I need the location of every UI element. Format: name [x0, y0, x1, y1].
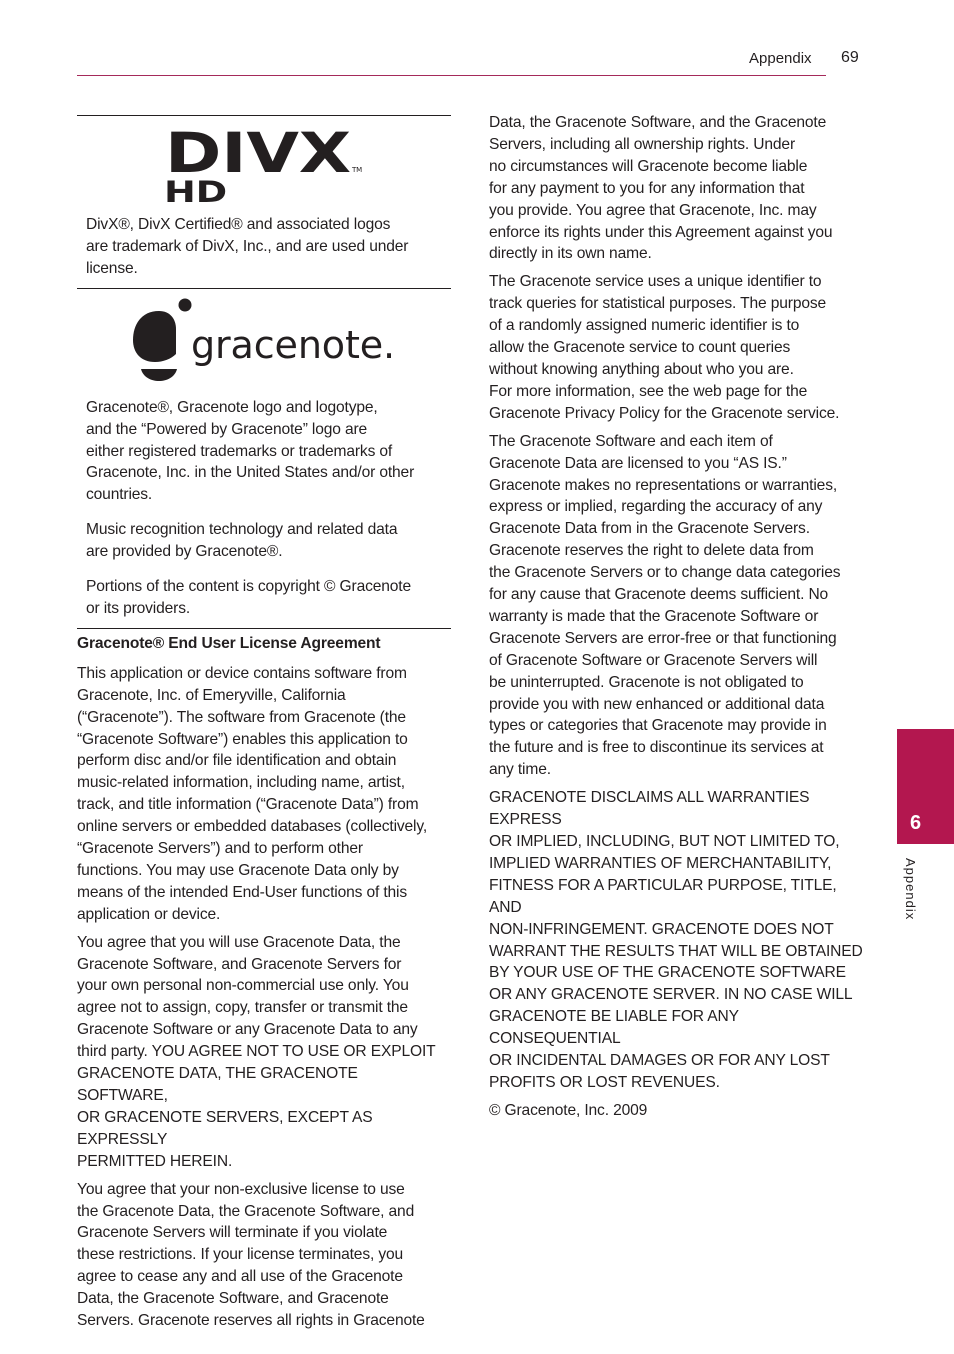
text-line: are trademark of DivX, Inc., and are used under	[86, 237, 409, 255]
text-line: OR IMPLIED, INCLUDING, BUT NOT LIMITED TO,	[489, 833, 840, 850]
text-line: OR ANY GRACENOTE SERVER. IN NO CASE WILL	[489, 986, 853, 1004]
text-line: Data, the Gracenote Software, and Gracenote	[77, 1290, 389, 1308]
text-line: For more information, see the web page for the	[489, 382, 808, 400]
header-rule	[77, 75, 826, 76]
eula-title: Gracenote® End User License Agreement	[77, 634, 381, 652]
text-line: for any cause that Gracenote deems sufficient. No	[489, 586, 829, 604]
right-column	[489, 112, 865, 1128]
text-line: are provided by Gracenote®.	[86, 543, 283, 561]
text-line: Gracenote Servers are error-free or that functioning	[489, 629, 837, 647]
text-line: Gracenote, Inc. in the United States and/or other	[86, 464, 415, 482]
text-line: You agree that your non-exclusive license to use	[77, 1180, 405, 1198]
text-line: or its providers.	[86, 599, 191, 617]
text-line: Music recognition technology and related data	[86, 521, 398, 539]
text-line: third party. YOU AGREE NOT TO USE OR EXPLOIT	[77, 1043, 436, 1061]
text-line: GRACENOTE BE LIABLE FOR ANY CONSEQUENTIAL	[489, 1008, 739, 1048]
text-line: Gracenote reserves the right to delete data from	[489, 542, 814, 560]
chapter-number: 6	[910, 812, 922, 834]
gracenote-head-icon	[133, 311, 176, 362]
text-line: Gracenote makes no representations or warranties,	[489, 476, 838, 494]
text-line: for any payment to you for any information that	[489, 179, 805, 197]
gracenote-logo	[77, 289, 451, 393]
text-line: Gracenote Data are licensed to you “AS IS.”	[489, 454, 787, 472]
text-line: means of the intended End-User functions of this	[77, 883, 407, 901]
text-line: and the “Powered by Gracenote” logo are	[86, 420, 368, 438]
eula-paragraph	[489, 787, 865, 1094]
text-line: perform disc and/or file identification and obtain	[77, 752, 397, 770]
text-line: The Gracenote service uses a unique identifier to	[489, 273, 822, 291]
text-line: any time.	[489, 761, 551, 779]
page-number: 69	[841, 49, 859, 66]
text-line: Gracenote Privacy Policy for the Gracenote service.	[489, 404, 840, 422]
eula-paragraph	[77, 932, 451, 1173]
text-line: GRACENOTE DISCLAIMS ALL WARRANTIES EXPRESS	[489, 789, 810, 829]
eula-paragraph	[489, 112, 865, 265]
text-line: types or categories that Gracenote may provide in	[489, 717, 827, 735]
text-line: Gracenote®, Gracenote logo and logotype,	[86, 398, 378, 416]
text-line: © Gracenote, Inc. 2009	[489, 1101, 648, 1119]
left-column	[77, 115, 451, 1338]
text-line: “Gracenote Software”) enables this application to	[77, 730, 408, 748]
text-line: This application or device contains software from	[77, 664, 407, 682]
chapter-label: Appendix	[903, 858, 918, 921]
text-line: Gracenote Software, and Gracenote Servers for	[77, 955, 402, 973]
text-line: PROFITS OR LOST REVENUES.	[489, 1073, 720, 1091]
divx-hd-logo-graphic	[77, 116, 451, 214]
divx-tm-mark: TM	[352, 166, 363, 174]
notice-paragraph	[86, 397, 451, 507]
text-line: agree to cease any and all use of the Gracenote	[77, 1268, 403, 1286]
text-line: music-related information, including name, artist,	[77, 774, 405, 792]
text-line: these restrictions. If your license terminates, you	[77, 1246, 404, 1264]
gracenote-base-icon	[141, 369, 177, 381]
text-line: be uninterrupted. Gracenote is not obligated to	[489, 673, 804, 691]
text-line: DivX®, DivX Certified® and associated logos	[86, 216, 391, 233]
text-line: GRACENOTE DATA, THE GRACENOTE SOFTWARE,	[77, 1065, 358, 1104]
text-line: warranty is made that the Gracenote Software or	[489, 607, 819, 625]
divx-notice	[77, 214, 451, 280]
text-line: agree not to assign, copy, transfer or transmit the	[77, 999, 408, 1017]
text-line: functions. You may use Gracenote Data only by	[77, 861, 399, 879]
text-line: you provide. You agree that Gracenote, Inc. may	[489, 201, 817, 219]
eula-paragraph	[489, 1100, 865, 1122]
text-line: enforce its rights under this Agreement against you	[489, 223, 833, 241]
eula-left-text	[77, 663, 451, 1332]
text-line: Gracenote Software or any Gracenote Data to any	[77, 1021, 418, 1039]
notice-paragraph	[86, 576, 451, 620]
text-line: the Gracenote Data, the Gracenote Software, and	[77, 1202, 415, 1220]
text-line: track, and title information (“Gracenote Data”) from	[77, 796, 419, 814]
text-line: Portions of the content is copyright © Gracenote	[86, 578, 412, 596]
eula-right-text	[489, 112, 865, 1122]
text-line: Servers, including all ownership rights. Under	[489, 135, 795, 153]
text-line: license.	[86, 259, 138, 277]
gracenote-dot-icon	[179, 298, 192, 311]
text-line: no circumstances will Gracenote become liable	[489, 157, 808, 175]
text-line: directly in its own name.	[489, 245, 652, 263]
divider	[77, 628, 451, 629]
text-line: track queries for statistical purposes. The purpose	[489, 295, 827, 313]
eula-paragraph	[77, 663, 451, 926]
text-line: either registered trademarks or trademarks of	[86, 442, 393, 460]
text-line: express or implied, regarding the accuracy of any	[489, 498, 823, 516]
text-line: of a randomly assigned numeric identifier is to	[489, 317, 800, 335]
text-line: OR GRACENOTE SERVERS, EXCEPT AS EXPRESSLY	[77, 1108, 373, 1148]
text-line: the future and is free to discontinue its services at	[489, 739, 824, 757]
divx-logo	[77, 116, 451, 214]
text-line: Gracenote, Inc. of Emeryville, California	[77, 686, 346, 704]
text-line: BY YOUR USE OF THE GRACENOTE SOFTWARE	[489, 964, 846, 982]
eula-paragraph	[489, 431, 865, 782]
text-line: of Gracenote Software or Gracenote Servers will	[489, 651, 818, 669]
text-line: Gracenote Servers will terminate if you violate	[77, 1224, 388, 1242]
text-line: Gracenote Data from in the Gracenote Servers.	[489, 520, 810, 538]
text-line: “Gracenote Servers”) and to perform other	[77, 840, 363, 858]
text-line: application or device.	[77, 905, 221, 923]
text-line: online servers or embedded databases (collectively,	[77, 818, 428, 836]
text-line: IMPLIED WARRANTIES OF MERCHANTABILITY,	[489, 854, 832, 872]
running-header-section: Appendix	[749, 50, 812, 67]
text-line: WARRANT THE RESULTS THAT WILL BE OBTAINED	[489, 942, 863, 960]
text-line: allow the Gracenote service to count queries	[489, 339, 791, 357]
text-line: countries.	[86, 486, 153, 504]
text-line: the Gracenote Servers or to change data categories	[489, 564, 841, 582]
text-line: FITNESS FOR A PARTICULAR PURPOSE, TITLE, AND	[489, 876, 837, 916]
notice-paragraph	[86, 519, 451, 563]
gracenote-wordmark: gracenote.	[191, 322, 395, 367]
eula-paragraph	[77, 1179, 451, 1332]
text-line: provide you with new enhanced or additional data	[489, 695, 825, 713]
divx-hd-mark: HD	[164, 175, 227, 209]
text-line: OR INCIDENTAL DAMAGES OR FOR ANY LOST	[489, 1052, 830, 1070]
text-line: The Gracenote Software and each item of	[489, 432, 773, 450]
text-line: You agree that you will use Gracenote Data, the	[77, 933, 401, 951]
text-line: your own personal non-commercial use only. You	[77, 977, 409, 995]
text-line: Data, the Gracenote Software, and the Gracenote	[489, 114, 827, 131]
text-line: NON-INFRINGEMENT. GRACENOTE DOES NOT	[489, 920, 834, 938]
text-line: PERMITTED HEREIN.	[77, 1152, 233, 1170]
gracenote-logo-graphic	[77, 289, 451, 393]
divx-wordmark: DIVX	[165, 121, 351, 185]
text-line: without knowing anything about who you are.	[489, 360, 794, 378]
text-line: (“Gracenote”). The software from Gracenote (the	[77, 708, 406, 726]
chapter-tab	[897, 729, 954, 844]
text-line: Servers. Gracenote reserves all rights in Gracenote	[77, 1312, 425, 1330]
gracenote-notices	[77, 397, 451, 620]
eula-paragraph	[489, 271, 865, 424]
